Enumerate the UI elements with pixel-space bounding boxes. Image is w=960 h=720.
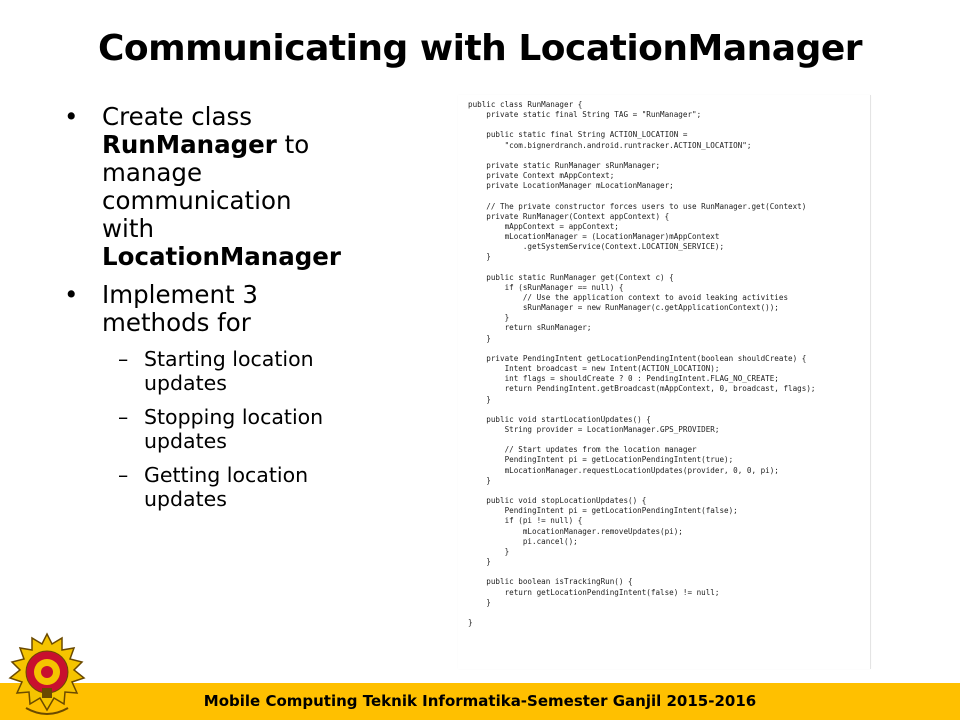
class-name-locationmanager: LocationManager (102, 242, 342, 271)
sub-bullet-line: updates (144, 371, 227, 395)
slide-title: Communicating with LocationManager (97, 28, 863, 69)
bullet-line (102, 243, 392, 271)
dash-glyph: – (118, 405, 129, 429)
footer-bar (0, 683, 960, 720)
dash-glyph: – (118, 347, 129, 371)
class-name-runmanager: RunManager (102, 130, 277, 159)
sub-bullet-stopping (62, 405, 392, 453)
dash-glyph: – (118, 463, 129, 487)
code-screenshot (458, 95, 871, 669)
bullet-item-create-class (62, 103, 392, 271)
sub-bullet-line: Starting location (144, 347, 314, 371)
footer-text: Mobile Computing Teknik Informatika-Semester Ganjil 2015-2016 (203, 692, 757, 710)
sub-bullet-starting (62, 347, 392, 395)
sub-bullet-line: updates (144, 487, 227, 511)
sub-bullet-line: Getting location (144, 463, 309, 487)
bullet-glyph: • (64, 280, 79, 309)
bullet-line: Implement 3 (102, 280, 258, 309)
bullet-line: methods for (102, 308, 251, 337)
university-emblem-icon (4, 630, 90, 720)
bullet-list (62, 103, 392, 521)
code-listing: public class RunManager { private static final String TAG = "RunManager"; public static final String ACTION_LOCATION = "com.bignerdranch.android.runtracker.ACTION_LOCATION"; private static RunManager sRunManager; private Context mAppContext; private LocationManager mLocationManager; // The private constructor forces users to use RunManager.get(Context) private RunManager(Context appContext) { mAppContext = appContext; mLocationManager = (LocationManager)mAppContext .getSystemService(Context.LOCATION_SERVICE); } public static RunManager get(Context c) { if (sRunManager == null) { // Use the application context to avoid leaking activities sRunManager = new RunManager(c.getApplicationContext()); } return sRunManager; } private PendingIntent getLocationPendingIntent(boolean shouldCreate) { Intent broadcast = new Intent(ACTION_LOCATION); int flags = shouldCreate ? 0 : PendingIntent.FLAG_NO_CREATE; return PendingIntent.getBroadcast(mAppContext, 0, broadcast, flags); } public void startLocationUpdates() { String provider = LocationManager.GPS_PROVIDER; // Start updates from the location manager PendingIntent pi = getLocationPendingIntent(true); mLocationManager.requestLocationUpdates(provider, 0, 0, pi); } public void stopLocationUpdates() { PendingIntent pi = getLocationPendingIntent(false); if (pi != null) { mLocationManager.removeUpdates(pi); pi.cancel(); } } public boolean isTrackingRun() { return getLocationPendingIntent(false) != null; } } (468, 100, 816, 627)
sub-bullet-line: Stopping location (144, 405, 324, 429)
bullet-line: communication (102, 186, 292, 215)
sub-bullet-getting (62, 463, 392, 511)
bullet-line: with (102, 214, 154, 243)
bullet-line: Create class (102, 102, 253, 131)
bullet-line-rest: to (276, 130, 310, 159)
bullet-line (102, 131, 392, 159)
bullet-glyph: • (64, 102, 79, 131)
bullet-line: manage (102, 158, 203, 187)
sub-bullet-line: updates (144, 429, 227, 453)
bullet-item-implement-methods (62, 281, 392, 337)
